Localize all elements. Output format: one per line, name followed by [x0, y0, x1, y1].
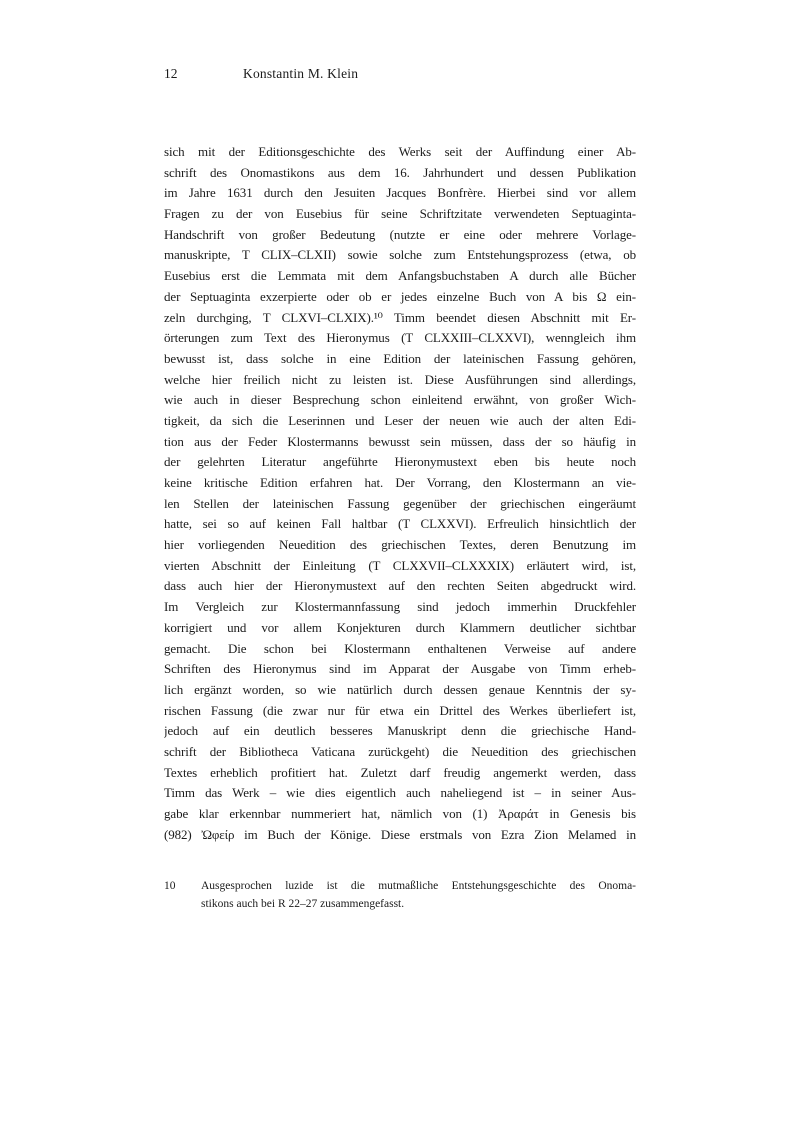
body-text-line: welche hier freilich nicht zu leisten ist. Diese Ausführungen sind allerdings, — [164, 371, 636, 387]
body-text-line: örterungen zum Text des Hieronymus (T CLXXIII–CLXXVI), wenngleich ihm — [164, 330, 636, 346]
body-text-line: manuskripte, T CLIX–CLXII) sowie solche zum Entstehungsprozess (etwa, ob — [164, 247, 636, 263]
footnote-number: 10 — [164, 880, 176, 892]
body-text-line: lich ergänzt worden, so wie natürlich durch dessen genaue Kenntnis der sy- — [164, 681, 636, 697]
body-text-line: im Jahre 1631 durch den Jesuiten Jacques Bonfrère. Hierbei sind vor allem — [164, 185, 636, 201]
body-text-line: wie auch in dieser Besprechung schon einleitend erwähnt, von großer Wich- — [164, 392, 636, 408]
page-number: 12 — [164, 66, 178, 81]
body-text-line: gemacht. Die schon bei Klostermann enthaltenen Verweise auf andere — [164, 640, 636, 656]
body-text-line: sich mit der Editionsgeschichte des Werks seit der Auffindung einer Ab- — [164, 144, 636, 159]
body-text-line: zeln durchging, T CLXVI–CLXIX).¹⁰ Timm beendet diesen Abschnitt mit Er- — [164, 309, 636, 325]
body-text-line: tigkeit, da sich die Leserinnen und Leser der neuen wie auch der alten Edi- — [164, 412, 636, 428]
body-text-line: hier vorliegenden Neuedition des griechischen Textes, deren Benutzung im — [164, 537, 636, 553]
body-text-line: der gelehrten Literatur angeführte Hieronymustext eben bis heute noch — [164, 454, 636, 470]
body-text-line: der Septuaginta exzerpierte oder ob er jedes einzelne Buch von A bis Ω ein- — [164, 288, 636, 304]
body-text-line: rischen Fassung (die zwar nur für etwa ein Drittel des Werkes überliefert ist, — [164, 702, 636, 718]
body-paragraph — [164, 142, 636, 845]
body-text-line: len Stellen der lateinischen Fassung gegenüber der griechischen eingeräumt — [164, 495, 636, 511]
body-text-line: keine kritische Edition erfahren hat. Der Vorrang, den Klostermann an vie- — [164, 475, 636, 490]
footnote-text — [201, 878, 636, 913]
body-text-line: vierten Abschnitt der Einleitung (T CLXXVII–CLXXXIX) erläutert wird, ist, — [164, 557, 636, 573]
running-head — [164, 66, 636, 86]
body-text-line: schrift der Bibliotheca Vaticana zurückgeht) die Neuedition des griechischen — [164, 743, 636, 759]
body-text-line: (982) Ὠφείρ im Buch der Könige. Diese erstmals von Ezra Zion Melamed in — [164, 826, 636, 842]
footnote — [164, 878, 636, 913]
body-text-line: tion aus der Feder Klostermanns bewusst sein müssen, dass der so häufig in — [164, 433, 636, 449]
footnote-text-line: stikons auch bei R 22–27 zusammengefasst. — [201, 897, 405, 910]
body-text-line: Fragen zu der von Eusebius für seine Schriftzitate verwendeten Septuaginta- — [164, 206, 636, 222]
body-text-line: Im Vergleich zur Klostermannfassung sind jedoch immerhin Druckfehler — [164, 599, 636, 615]
body-text-line: Handschrift von großer Bedeutung (nutzte er eine oder mehrere Vorlage- — [164, 226, 636, 242]
body-text-line: korrigiert und vor allem Konjekturen durch Klammern deutlicher sichtbar — [164, 619, 636, 635]
footnote-text-line: Ausgesprochen luzide ist die mutmaßliche Entstehungsgeschichte des Onoma- — [201, 880, 636, 892]
body-text-line: Timm das Werk – wie dies eigentlich auch naheliegend ist – in seiner Aus- — [164, 785, 636, 801]
footnote-row — [164, 878, 636, 913]
running-header-title: Konstantin M. Klein — [243, 66, 359, 81]
body-text-line: bewusst ist, dass solche in eine Edition der lateinischen Fassung gehören, — [164, 350, 636, 366]
body-text-line: dass auch hier der Hieronymustext auf den rechten Seiten abgedruckt wird. — [164, 578, 636, 594]
body-text-line: jedoch auf ein deutlich besseres Manuskript denn die griechische Hand- — [164, 723, 636, 739]
body-text-line: Schriften des Hieronymus sind im Apparat der Ausgabe von Timm erheb- — [164, 661, 636, 677]
body-text-line: Eusebius erst die Lemmata mit dem Anfangsbuchstaben A durch alle Bücher — [164, 268, 636, 284]
body-text-line: hatte, sei so auf keinen Fall haltbar (T CLXXVI). Erfreulich hinsichtlich der — [164, 516, 636, 532]
body-text-line: schrift des Onomastikons aus dem 16. Jahrhundert und dessen Publikation — [164, 164, 636, 180]
body-text-line: gabe klar erkennbar nummeriert hat, nämlich von (1) Ἀραράτ in Genesis bis — [164, 806, 636, 821]
body-text-line: Textes erheblich profitiert hat. Zuletzt darf freudig angemerkt werden, dass — [164, 764, 636, 780]
